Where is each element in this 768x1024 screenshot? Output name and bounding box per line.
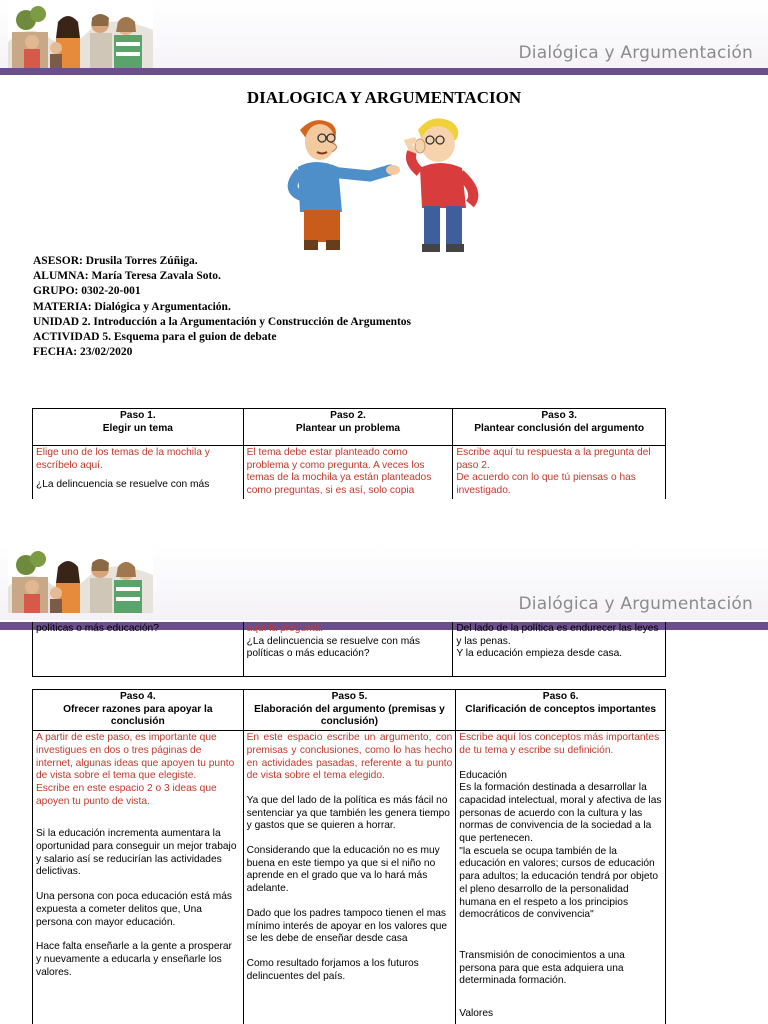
debate-illustration bbox=[270, 112, 510, 257]
brand-title: Dialógica y Argumentación bbox=[518, 43, 753, 63]
steps-table-2 bbox=[32, 689, 666, 1024]
step2-cell bbox=[243, 446, 453, 499]
brand-title: Dialógica y Argumentación bbox=[518, 594, 753, 614]
step5-premise-3: Dado que los padres tampoco tienen el mas mínimo interés de apoyar en los valores que se les debe de enseñar desde casa bbox=[246, 907, 448, 945]
step2-instructions: El tema debe estar planteado como problema y como pregunta. A veces los temas de la mochila ya están planteados como preguntas, si es así, solo copia bbox=[246, 447, 432, 497]
step4-idea-3: Hace falta enseñarle a la gente a prosperar y nuevamente a educarla y enseñarle los valores. bbox=[36, 941, 232, 978]
step5-premise-1: Ya que del lado de la política es más fácil no sentenciar ya que también les genera tiempo y gastos que se quieren a horrar. bbox=[246, 794, 450, 832]
advisor-line: ASESOR: Drusila Torres Zúñiga. bbox=[33, 255, 198, 267]
student-line: ALUMNA: María Teresa Zavala Soto. bbox=[33, 270, 221, 283]
header-divider bbox=[0, 68, 768, 75]
step4-idea-1: Si la educación incrementa aumentara la oportunidad para conseguir un mejor trabajo y salario así se reducirían las actividades delictivas. bbox=[36, 828, 237, 878]
step3-answer-2: Y la educación empieza desde casa. bbox=[456, 648, 623, 660]
steps-table-1-continued bbox=[32, 622, 666, 677]
step4-instructions: A partir de este paso, es importante que investigues en dos o tres páginas de internet, algunas ideas que apoyen tu punto de vista sobre el tema que elegiste. bbox=[36, 732, 235, 782]
document-metadata bbox=[33, 254, 411, 360]
step3-instructions: Escribe aquí tu respuesta a la pregunta del paso 2. bbox=[456, 447, 651, 471]
step1-header: Paso 1. Elegir un tema bbox=[33, 409, 244, 446]
step3-header: Paso 3. Plantear conclusión del argumento bbox=[453, 409, 666, 446]
step2-answer: ¿La delincuencia se resuelve con más políticas o más educación? bbox=[246, 635, 420, 660]
activity-line: ACTIVIDAD 5. Esquema para el guion de debate bbox=[33, 331, 277, 344]
step6-instructions: Escribe aquí los conceptos más importantes de tu tema y escribe su definición. bbox=[459, 732, 660, 756]
page-header bbox=[0, 0, 768, 75]
step1-answer-cont: políticas o más educación? bbox=[36, 623, 159, 634]
step5-header: Paso 5. Elaboración del argumento (premisas y conclusión) bbox=[243, 690, 456, 731]
step1-cell bbox=[33, 446, 244, 499]
unit-line: UNIDAD 2. Introducción a la Argumentación y Construcción de Argumentos bbox=[33, 315, 412, 328]
step5-instructions: En este espacio escribe un argumento, con premisas y conclusiones, como lo has hecho en actividades pasadas, referente a tu punto de vista sobre el tema elegido. bbox=[246, 732, 453, 782]
step3-cell bbox=[453, 446, 666, 499]
step6-definition-2: Transmisión de conocimientos a una persona para que esta adquiera una determinada formación. bbox=[459, 949, 625, 987]
steps-table-1 bbox=[32, 408, 666, 499]
step1-instructions: Elige uno de los temas de la mochila y escríbelo aquí. bbox=[36, 447, 210, 471]
page-break bbox=[0, 506, 768, 548]
subject-line: MATERIA: Dialógica y Argumentación. bbox=[33, 300, 231, 313]
date-line: FECHA: 23/02/2020 bbox=[33, 346, 133, 359]
header-photo bbox=[8, 547, 153, 613]
step6-quote-1: "la escuela se ocupa también de la educación en valores; cursos de educación para adultos; la educación tendrá por objeto el pleno desarrollo de la personalidad humana en el respeto a los principios democráticos de convivencia" bbox=[459, 845, 659, 921]
header-photo bbox=[8, 2, 153, 68]
step6-term-1: Educación bbox=[459, 769, 507, 781]
step4-cell bbox=[33, 731, 244, 1024]
step4-header: Paso 4. Ofrecer razones para apoyar la conclusión bbox=[33, 690, 244, 731]
group-line: GRUPO: 0302-20-001 bbox=[33, 285, 141, 298]
step4-instructions-2: Escribe en este espacio 2 o 3 ideas que apoyen tu punto de vista. bbox=[36, 782, 217, 807]
step1-answer: ¿La delincuencia se resuelve con más bbox=[36, 479, 210, 491]
step3-cell-cont bbox=[453, 622, 666, 676]
step6-term-2: Valores bbox=[459, 1008, 494, 1020]
step2-instructions-cont: aquí la pregunta. bbox=[246, 623, 324, 634]
step6-cell bbox=[456, 731, 666, 1024]
step3-instructions-2: De acuerdo con lo que tú piensas o has investigado. bbox=[456, 472, 636, 497]
step6-header: Paso 6. Clarificación de conceptos importantes bbox=[456, 690, 666, 731]
page-header-2 bbox=[0, 545, 768, 620]
step2-cell-cont bbox=[243, 622, 453, 676]
document-title: DIALOGICA Y ARGUMENTACION bbox=[246, 88, 522, 107]
step5-cell bbox=[243, 731, 456, 1024]
step6-definition-1: Es la formación destinada a desarrollar la capacidad intelectual, moral y afectiva de las personas de acuerdo con la cultura y las normas de convivencia de la sociedad a la que pertenecen. bbox=[459, 782, 662, 845]
step2-header: Paso 2. Plantear un problema bbox=[243, 409, 453, 446]
step3-answer: Del lado de la política es endurecer las leyes y las penas. bbox=[456, 623, 659, 647]
step4-idea-2: Una persona con poca educación está más expuesta a cometer delitos que, Una persona con mayor educación. bbox=[36, 891, 232, 928]
step5-conclusion: Como resultado forjamos a los futuros delincuentes del país. bbox=[246, 957, 419, 982]
step5-premise-2: Considerando que la educación no es muy buena en este tiempo ya que si el niño no aprende en el grado que va lo hará más adelante. bbox=[246, 845, 440, 895]
step1-cell-cont bbox=[33, 622, 244, 676]
